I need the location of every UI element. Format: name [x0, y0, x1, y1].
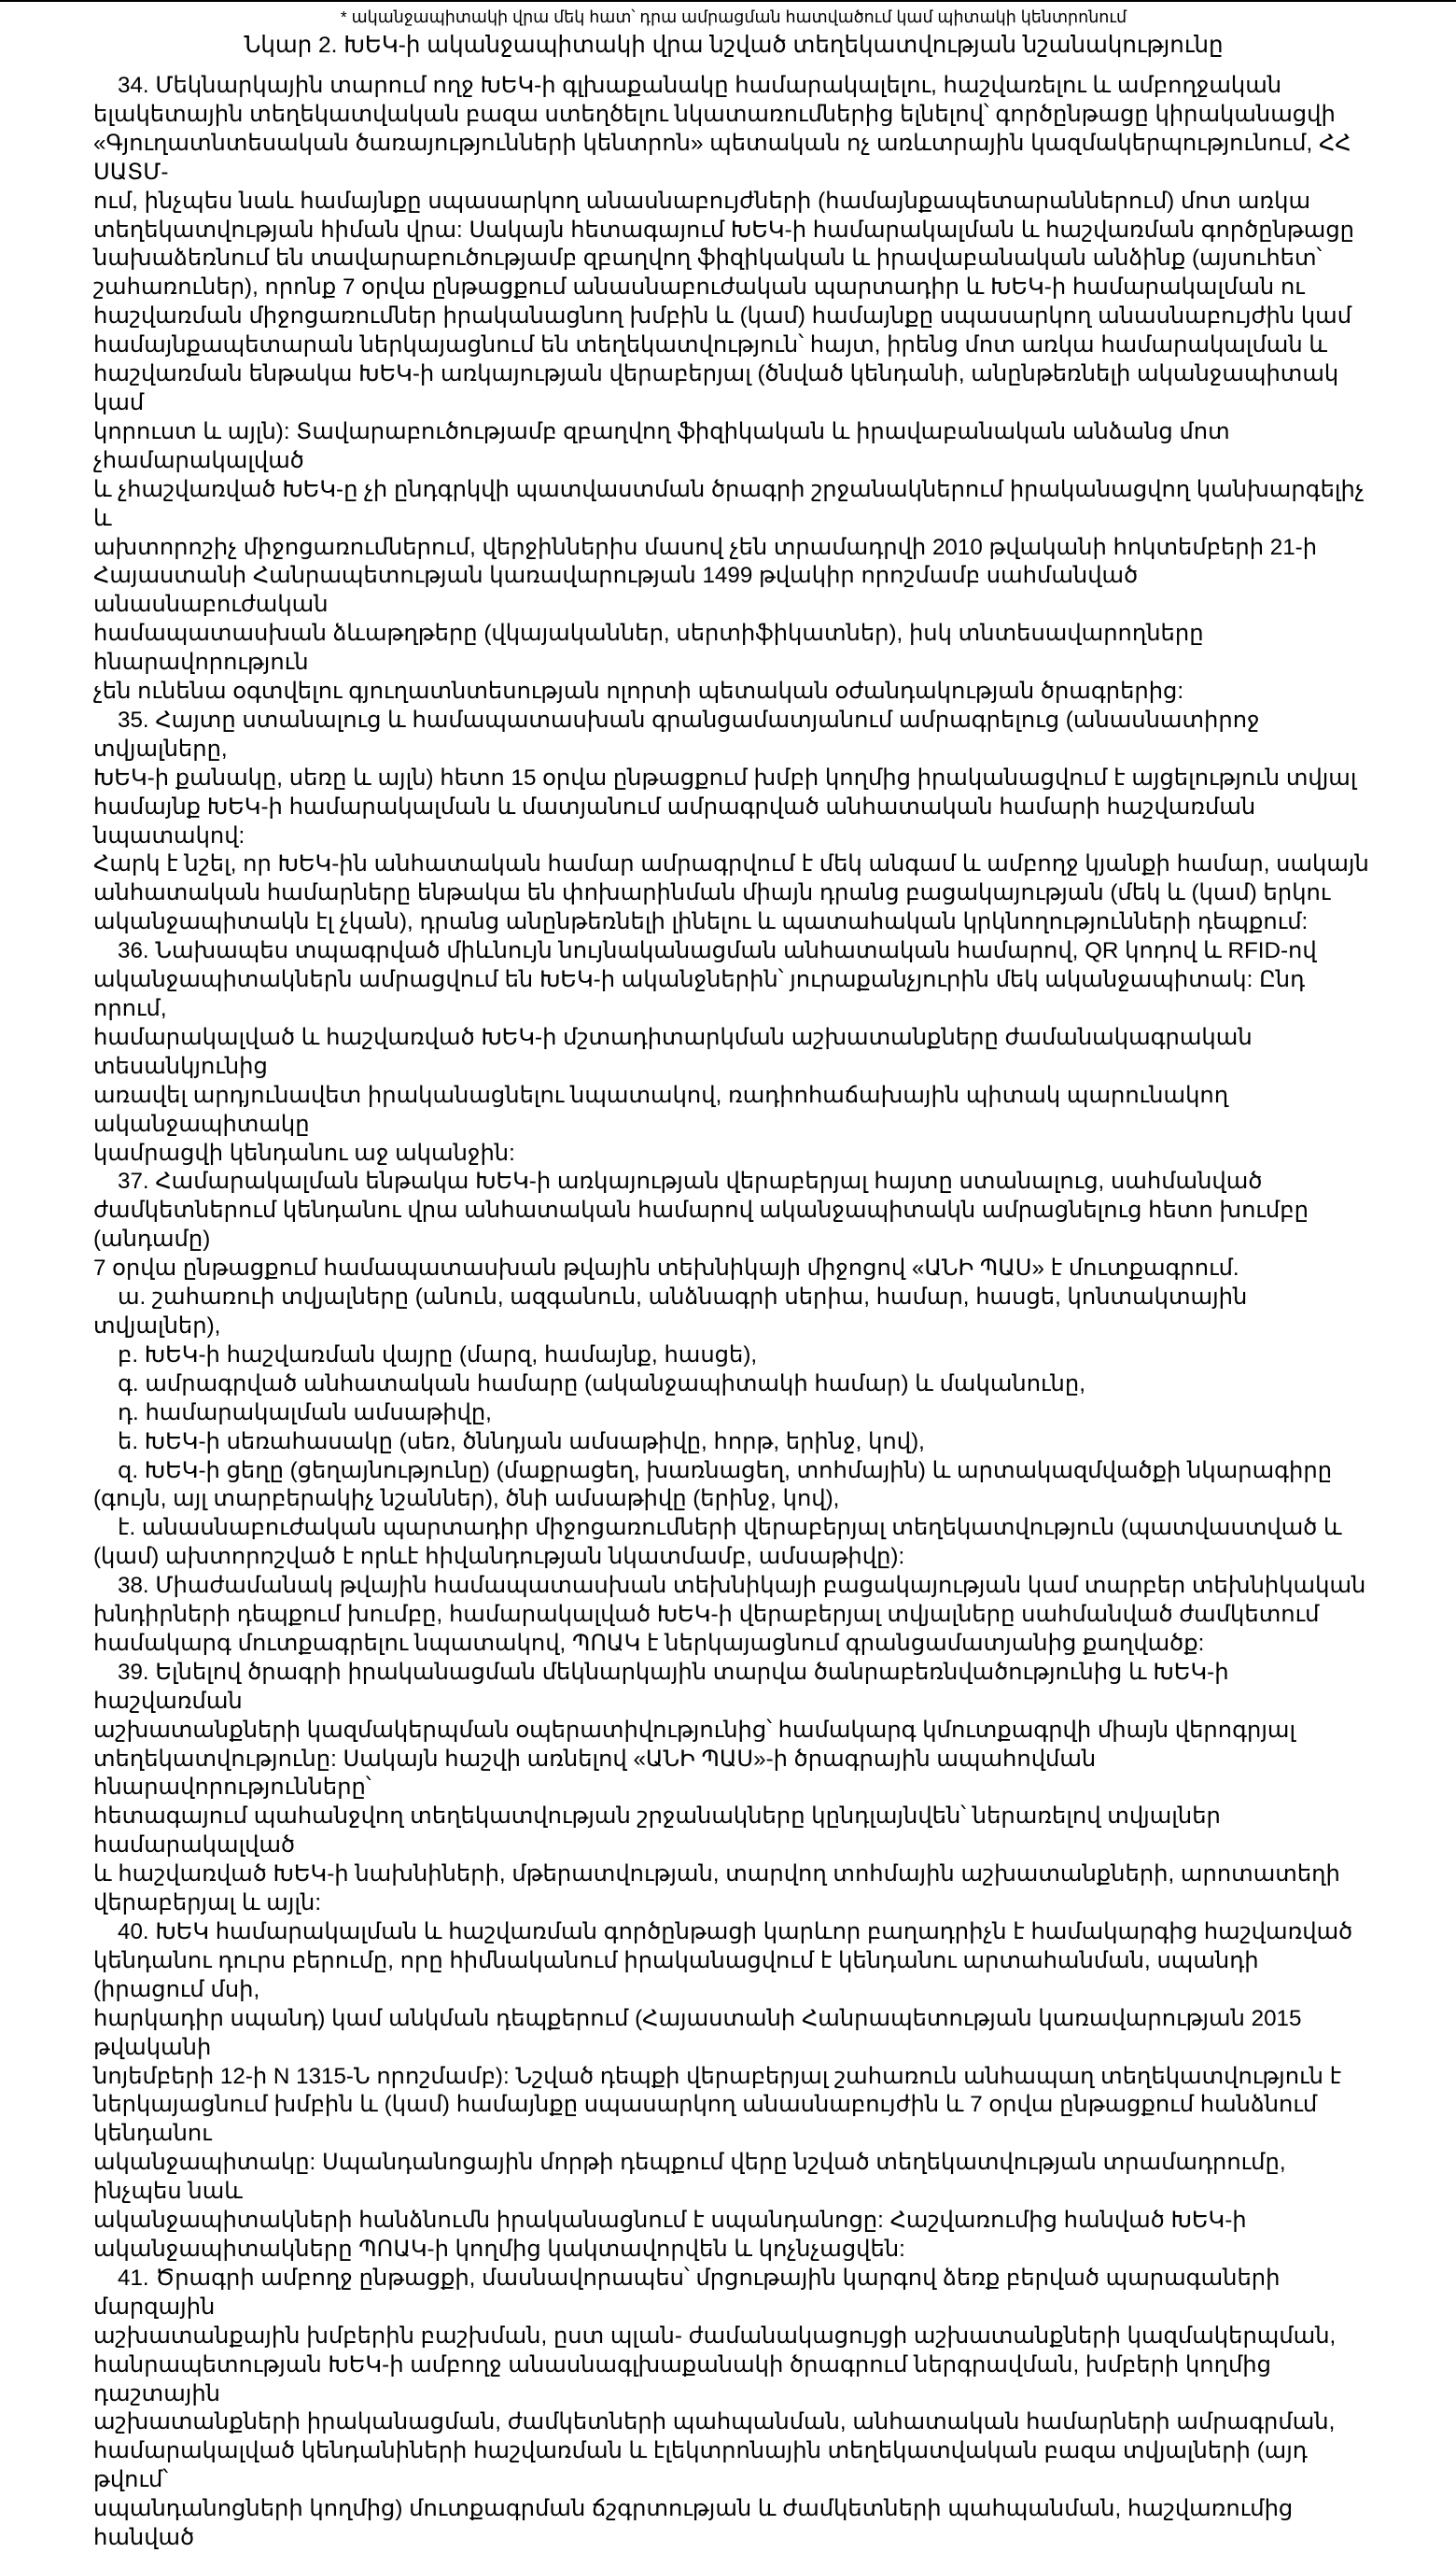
paragraph-36: 36. Նախապես տպագրված միևնույն նույնականացման անհատական համարով, QR կոդով և RFID-ով ականջապիտակներն ամրացվում են ԽԵԿ-ի ականջներին՝ յուրաքանչյուրին մեկ ականջապիտակ: Ընդ որում, համարակալված և հաշվառված ԽԵԿ-ի մշտադիտարկման աշխատանքները ժամանակագրական տեսանկյունից առավել արդյունավետ իրականացնելու նպատակով, ռադիոհաճախային պիտակ պարունակող ականջապիտակը կամրացվի կենդանու աջ ականջին:	[93, 938, 1317, 1166]
figure-caption: Նկար 2. ԽԵԿ-ի ականջապիտակի վրա նշված տեղեկատվության նշանակությունը	[244, 33, 1224, 58]
paragraph-37: 37. Համարակալման ենթակա ԽԵԿ-ի առկայության վերաբերյալ հայտը ստանալուց, սահմանված ժամկետներում կենդանու վրա անհատական համարով ականջապիտակն ամրացնելուց հետո խումբը (անդամը) 7 օրվա ընթացքում համապատասխան թվային տեխնիկայի միջոցով «ԱՆԻ ՊԱՍ» է մուտքագրում.	[93, 1169, 1309, 1282]
paragraph-39: 39. Ելնելով ծրագրի իրականացման մեկնարկային տարվա ծանրաբեռնվածությունից և ԽԵԿ-ի հաշվառման աշխատանքների կազմակերպման օպերատիվությունից՝ համակարգ կմուտքագրվի միայն վերոգրյալ տեղեկատվությունը: Սակայն հաշվի առնելով «ԱՆԻ ՊԱՍ»-ի ծրագրային ապահովման հնարավորությունները՝ հետագայում պահանջվող տեղեկատվության շրջանակները կընդլայնվեն՝ ներառելով տվյալներ համարակալված և հաշվառված ԽԵԿ-ի նախնիների, մթերատվության, տարվող տոհմային աշխատանքների, արոտատեղի վերաբերյալ և այլն:	[93, 1659, 1340, 1916]
paragraph-35: 35. Հայտը ստանալուց և համապատասխան գրանցամատյանում ամրագրելուց (անասնատիրոջ տվյալները, ԽԵԿ-ի քանակը, սեռը և այլն) հետո 15 օրվա ընթացքում խմբի կողմից իրականացվում է այցելություն տվյալ համայնք ԽԵԿ-ի համարակալման և մատյանում ամրագրված անհատական համարի հաշվառման նպատակով: Հարկ է նշել, որ ԽԵԿ-ին անհատական համար ամրագրվում է մեկ անգամ և ամբողջ կյանքի համար, սակայն անհատական համարները ենթակա են փոխարինման միայն դրանց բացակայության (մեկ և (կամ) երկու ականջապիտակն էլ չկան), դրանց անընթեռնելի լինելու և պատահական կրկնողությունների դեպքում:	[93, 707, 1369, 935]
list-item-ee: է. անասնաբուժական պարտադիր միջոցառումների վերաբերյալ տեղեկատվություն (պատվաստված և (կամ) ախտորոշված է որևէ հիվանդության նկատմամբ, ամսաթիվը):	[93, 1515, 1342, 1570]
list-item-z: զ. ԽԵԿ-ի ցեղը (ցեղայնությունը) (մաքրացեղ, խառնացեղ, տոհմային) և արտակազմվածքի նկարագիրը (գույն, այլ տարբերակիչ նշաններ), ծնի ամսաթիվը (երինջ, կով),	[93, 1457, 1333, 1512]
paragraph-40: 40. ԽԵԿ համարակալման և հաշվառման գործընթացի կարևոր բաղադրիչն է համակարգից հաշվառված կենդանու դուրս բերումը, որը հիմնականում իրականացվում է կենդանու արտահանման, սպանդի (իրացում մսի, հարկադիր սպանդ) կամ անկման դեպքերում (Հայաստանի Հանրապետության կառավարության 2015 թվականի նոյեմբերի 12-ի N 1315-Ն որոշմամբ): Նշված դեպքի վերաբերյալ շահառուն անհապաղ տեղեկատվություն է ներկայացնում խմբին և (կամ) համայնքը սպասարկող անասնաբույժին և 7 օրվա ընթացքում հանձնում կենդանու ականջապիտակը: Սպանդանոցային մորթի դեպքում վերը նշված տեղեկատվության տրամադրումը, ինչպես նաև ականջապիտակների հանձնումն իրականացնում է սպանդանոցը: Հաշվառումից հանված ԽԵԿ-ի ականջապիտակները ՊՈԱԿ-ի կողմից կակտավորվեն և կոչնչացվեն:	[93, 1919, 1353, 2262]
list-item-a: ա. շահառուի տվյալները (անուն, ազգանուն, անձնագրի սերիա, համար, հասցե, կոնտակտային տվյալներ),	[93, 1284, 1248, 1339]
paragraph-34: 34. Մեկնարկային տարում ողջ ԽԵԿ-ի գլխաքանակը համարակալելու, հաշվառելու և ամբողջական ելակետային տեղեկատվական բազա ստեղծելու նկատառումներից ելնելով՝ գործընթացը կիրականացվի «Գյուղատնտեսական ծառայությունների կենտրոն» պետական ոչ առևտրային կազմակերպությունում, ՀՀ ՍԱՏՄ- ում, ինչպես նաև համայնքը սպասարկող անասնաբույժների (համայնքապետարաններում) մոտ առկա տեղեկատվության հիման վրա: Սակայն հետագայում ԽԵԿ-ի համարակալման և հաշվառման գործընթացը նախաձեռնում են տավարաբուծությամբ զբաղվող ֆիզիկական և իրավաբանական անձինք (այսուհետ՝ շահառուներ), որոնք 7 օրվա ընթացքում անասնաբուժական պարտադիր և ԽԵԿ-ի համարակալման ու հաշվառման միջոցառումներ իրականացնող խմբին և (կամ) համայնքը սպասարկող անասնաբույժին կամ համայնքապետարան ներկայացնում են տեղեկատվություն՝ հայտ, իրենց մոտ առկա համարակալման և հաշվառման ենթակա ԽԵԿ-ի առկայության վերաբերյալ (ծնված կենդանի, անընթեռնելի ականջապիտակ կամ կորուստ և այլն): Տավարաբուծությամբ զբաղվող ֆիզիկական և իրավաբանական անձանց մոտ չհամարակալված և չհաշվառված ԽԵԿ-ը չի ընդգրկվի պատվաստման ծրագրի շրջանակներում իրականացվող կանխարգելիչ և ախտորոշիչ միջոցառումներում, վերջիններիս մասով չեն տրամադրվի 2010 թվականի հոկտեմբերի 21-ի Հայաստանի Հանրապետության կառավարության 1499 թվակիր որոշմամբ սահմանված անասնաբուժական համապատասխան ձևաթղթերը (վկայականներ, սերտիֆիկատներ), իսկ տնտեսավարողները հնարավորություն չեն ունենա օգտվելու գյուղատնտեսության ոլորտի պետական օժանդակության ծրագրերից:	[93, 73, 1365, 705]
list-item-d: դ. համարակալման ամսաթիվը,	[118, 1399, 492, 1425]
paragraph-41: 41. Ծրագրի ամբողջ ընթացքի, մասնավորապես՝ մրցութային կարգով ձեռք բերված պարագաների մարզային աշխատանքային խմբերին բաշխման, ըստ պլան- ժամանակացույցի աշխատանքների կազմակերպման, հանրապետության ԽԵԿ-ի ամբողջ անասնագլխաքանակի ծրագրում ներգրավման, խմբերի կողմից դաշտային աշխատանքների իրականացման, ժամկետների պահպանման, անհատական համարների ամրագրման, համարակալված կենդանիների հաշվառման և էլեկտրոնային տեղեկատվական բազա տվյալների (այդ թվում՝ սպանդանոցների կողմից) մուտքագրման ճշգրտության և ժամկետների պահպանման, հաշվառումից հանված	[93, 2265, 1337, 2551]
top-border-line	[0, 0, 1456, 2]
list-item-e: ե. ԽԵԿ-ի սեռահասակը (սեռ, ծննդյան ամսաթիվը, հորթ, երինջ, կով),	[118, 1428, 925, 1454]
figure-footnote: * ականջապիտակի վրա մեկ հատ՝ դրա ամրացման հատվածում կամ պիտակի կենտրոնում	[340, 7, 1127, 26]
paragraph-38: 38. Միաժամանակ թվային համապատասխան տեխնիկայի բացակայության կամ տարբեր տեխնիկական խնդիրների դեպքում խումբը, համարակալված ԽԵԿ-ի վերաբերյալ տվյալները սահմանված ժամկետում համակարգ մուտքագրելու նպատակով, ՊՈԱԿ է ներկայացնում գրանցամատյանից քաղվածք:	[93, 1573, 1366, 1656]
list-item-g: գ. ամրագրված անհատական համարը (ականջապիտակի համար) և մականունը,	[118, 1370, 1085, 1396]
list-item-b: բ. ԽԵԿ-ի հաշվառման վայրը (մարզ, համայնք, հասցե),	[118, 1341, 758, 1368]
paragraph-37-list	[93, 1284, 1374, 1572]
document-body	[93, 72, 1374, 2553]
